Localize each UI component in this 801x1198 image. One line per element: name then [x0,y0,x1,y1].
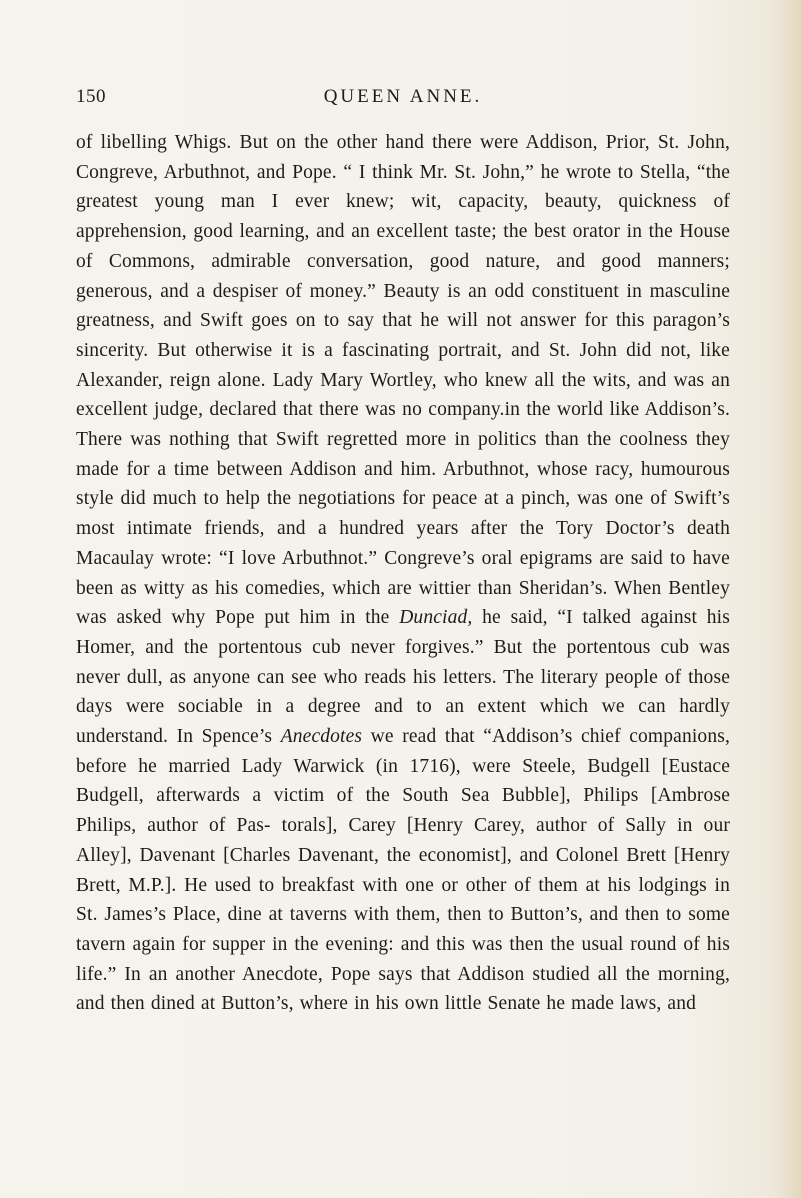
page-number: 150 [76,86,106,107]
text-segment: we read that “Addison’s chief companions, before he married Lady Warwick (in 1716), were Steele, Budgell [Eustace Budgell, afterwards a victim of the South Sea Bubble], Philips [Ambrose Philips, author of Pas- torals], Carey [Henry Carey, author of Sally in our Alley], Davenant [Charles Davenant, the economist], and Colonel Brett [Henry Brett, M.P.]. He used to breakfast with one or other of them at his lodgings in St. James’s Place, dine at taverns with them, then to Button’s, and then to some tavern again for supper in the evening: and this was then the usual round of his life.” In an another Anecdote, Pope says that Addison studied all the morning, and then dined at Button’s, where in his own little Senate he made laws, and [76,726,730,1015]
body-text [76,128,730,1019]
page-edge-shading [779,0,801,1198]
page-header [76,86,730,114]
running-title: QUEEN ANNE. [323,86,483,107]
body-paragraph [76,128,730,1019]
text-segment: he said, “I talked against his Homer, and the portentous cub never forgives.” But the portentous cub was never dull, as anyone can see who reads his letters. The literary people of those days were sociable in a degree and to an extent which we can hardly understand. In Spence’s [76,607,730,748]
italic-title-anecdotes: Anecdotes [280,726,363,748]
text-segment: of libelling Whigs. But on the other hand there were Addison, Prior, St. John, Congreve, Arbuthnot, and Pope. “ I think Mr. St. John,” he wrote to Stella, “the greatest young man I ever knew; wit, capacity, beauty, quickness of apprehension, good learning, and an excellent taste; the best orator in the House of Commons, admirable conversation, good nature, and good manners; generous, and a despiser of money.” Beauty is an odd constituent in masculine greatness, and Swift goes on to say that he will not answer for this paragon’s sincerity. But otherwise it is a fascinating portrait, and St. John did not, like Alexander, reign alone. Lady Mary Wortley, who knew all the wits, and was an excellent judge, declared that there was no company.in the world like Addison’s. There was nothing that Swift regretted more in politics than the coolness they made for a time between Addison and him. Arbuthnot, whose racy, humourous style did much to help the negotiations for peace at a pinch, was one of Swift’s most intimate friends, and a hundred years after the Tory Doctor’s death Macaulay wrote: “I love Arbuthnot.” Congreve’s oral epigrams are said to have been as witty as his comedies, which are wittier than Sheridan’s. When Bentley was asked why Pope put him in the [76,132,730,629]
italic-title-dunciad: Dunciad, [399,607,473,629]
